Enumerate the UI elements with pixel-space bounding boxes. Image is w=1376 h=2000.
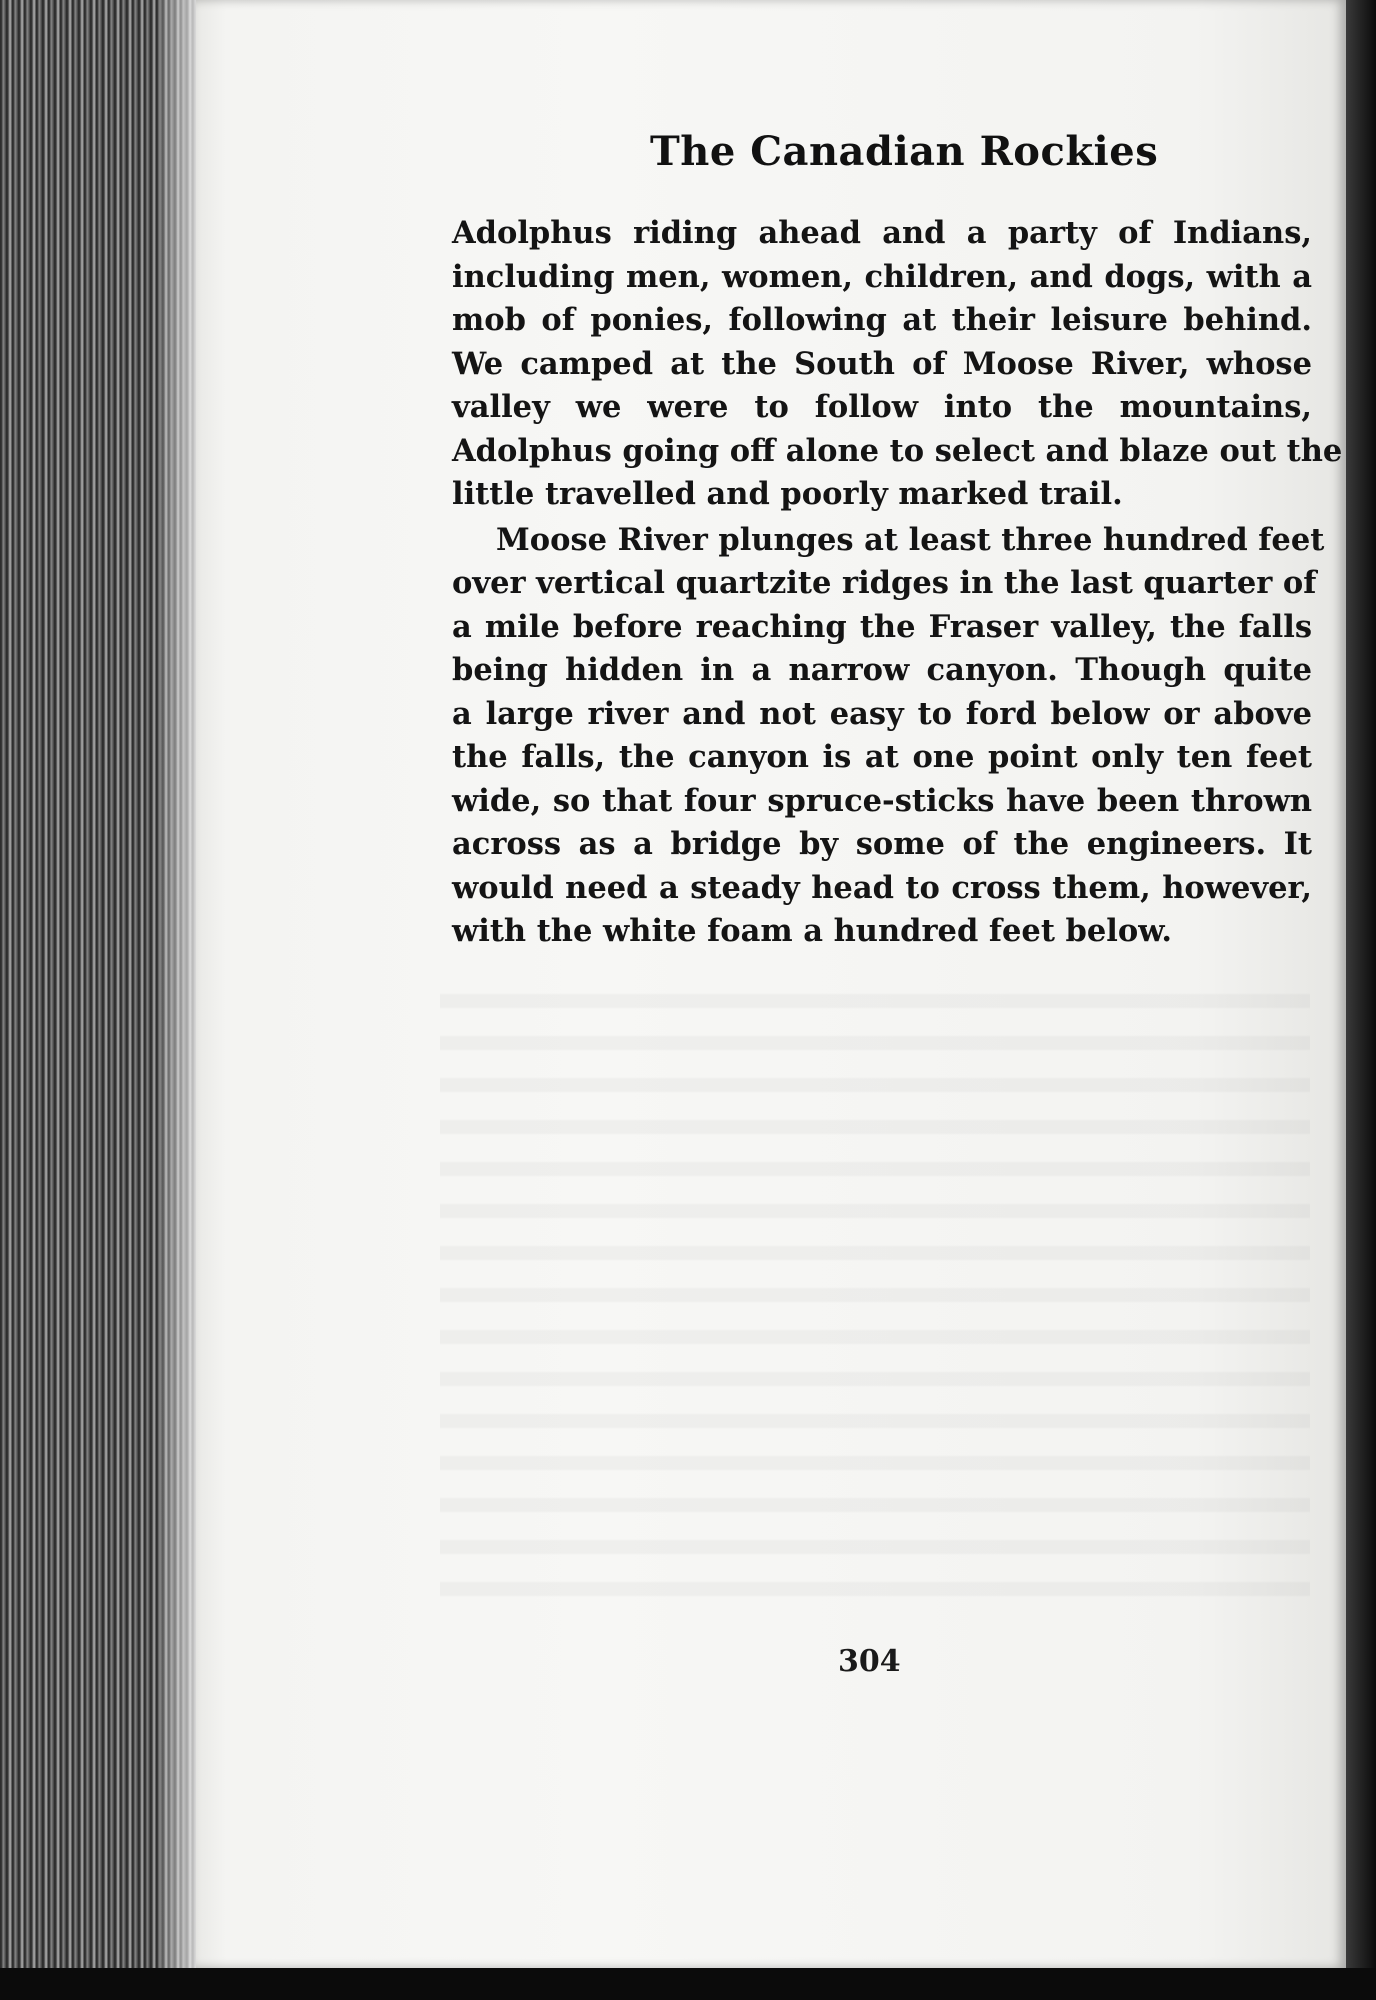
running-head: The Canadian Rockies bbox=[650, 128, 1159, 175]
text-line: with the white foam a hundred feet below. bbox=[452, 913, 1173, 949]
text-line: little travelled and poorly marked trail. bbox=[452, 476, 1123, 512]
text-line: We camped at the South of Moose River, whose bbox=[452, 345, 1312, 382]
bottom-shadow bbox=[0, 1968, 1376, 2000]
text-line: valley we were to follow into the mountains, bbox=[452, 389, 1312, 425]
page-edges bbox=[0, 0, 200, 2000]
text-line: a large river and not easy to ford below or above bbox=[452, 695, 1312, 732]
text-line: Adolphus going off alone to select and blaze out the bbox=[452, 432, 1343, 469]
text-line: across as a bridge by some of the engineers. It bbox=[452, 826, 1312, 862]
text-line: the falls, the canyon is at one point only ten feet bbox=[452, 739, 1312, 775]
text-line: Adolphus riding ahead and a party of Indians, bbox=[452, 215, 1312, 251]
paragraph-1 bbox=[452, 212, 1343, 517]
text-line: including men, women, children, and dogs, with a bbox=[452, 258, 1312, 295]
paragraph-2 bbox=[452, 519, 1325, 954]
page-number: 304 bbox=[838, 1644, 901, 1679]
text-line: being hidden in a narrow canyon. Though quite bbox=[452, 652, 1312, 688]
text-line: over vertical quartzite ridges in the last quarter of bbox=[452, 565, 1317, 601]
text-line: Moose River plunges at least three hundred feet bbox=[496, 521, 1325, 558]
right-shadow bbox=[1346, 0, 1376, 2000]
body-text bbox=[452, 212, 1343, 954]
text-line: a mile before reaching the Fraser valley, the falls bbox=[452, 608, 1312, 645]
text-line: would need a steady head to cross them, however, bbox=[452, 869, 1312, 906]
show-through bbox=[440, 975, 1310, 1615]
text-line: mob of ponies, following at their leisure behind. bbox=[452, 302, 1312, 338]
text-line: wide, so that four spruce-sticks have been thrown bbox=[452, 782, 1312, 819]
